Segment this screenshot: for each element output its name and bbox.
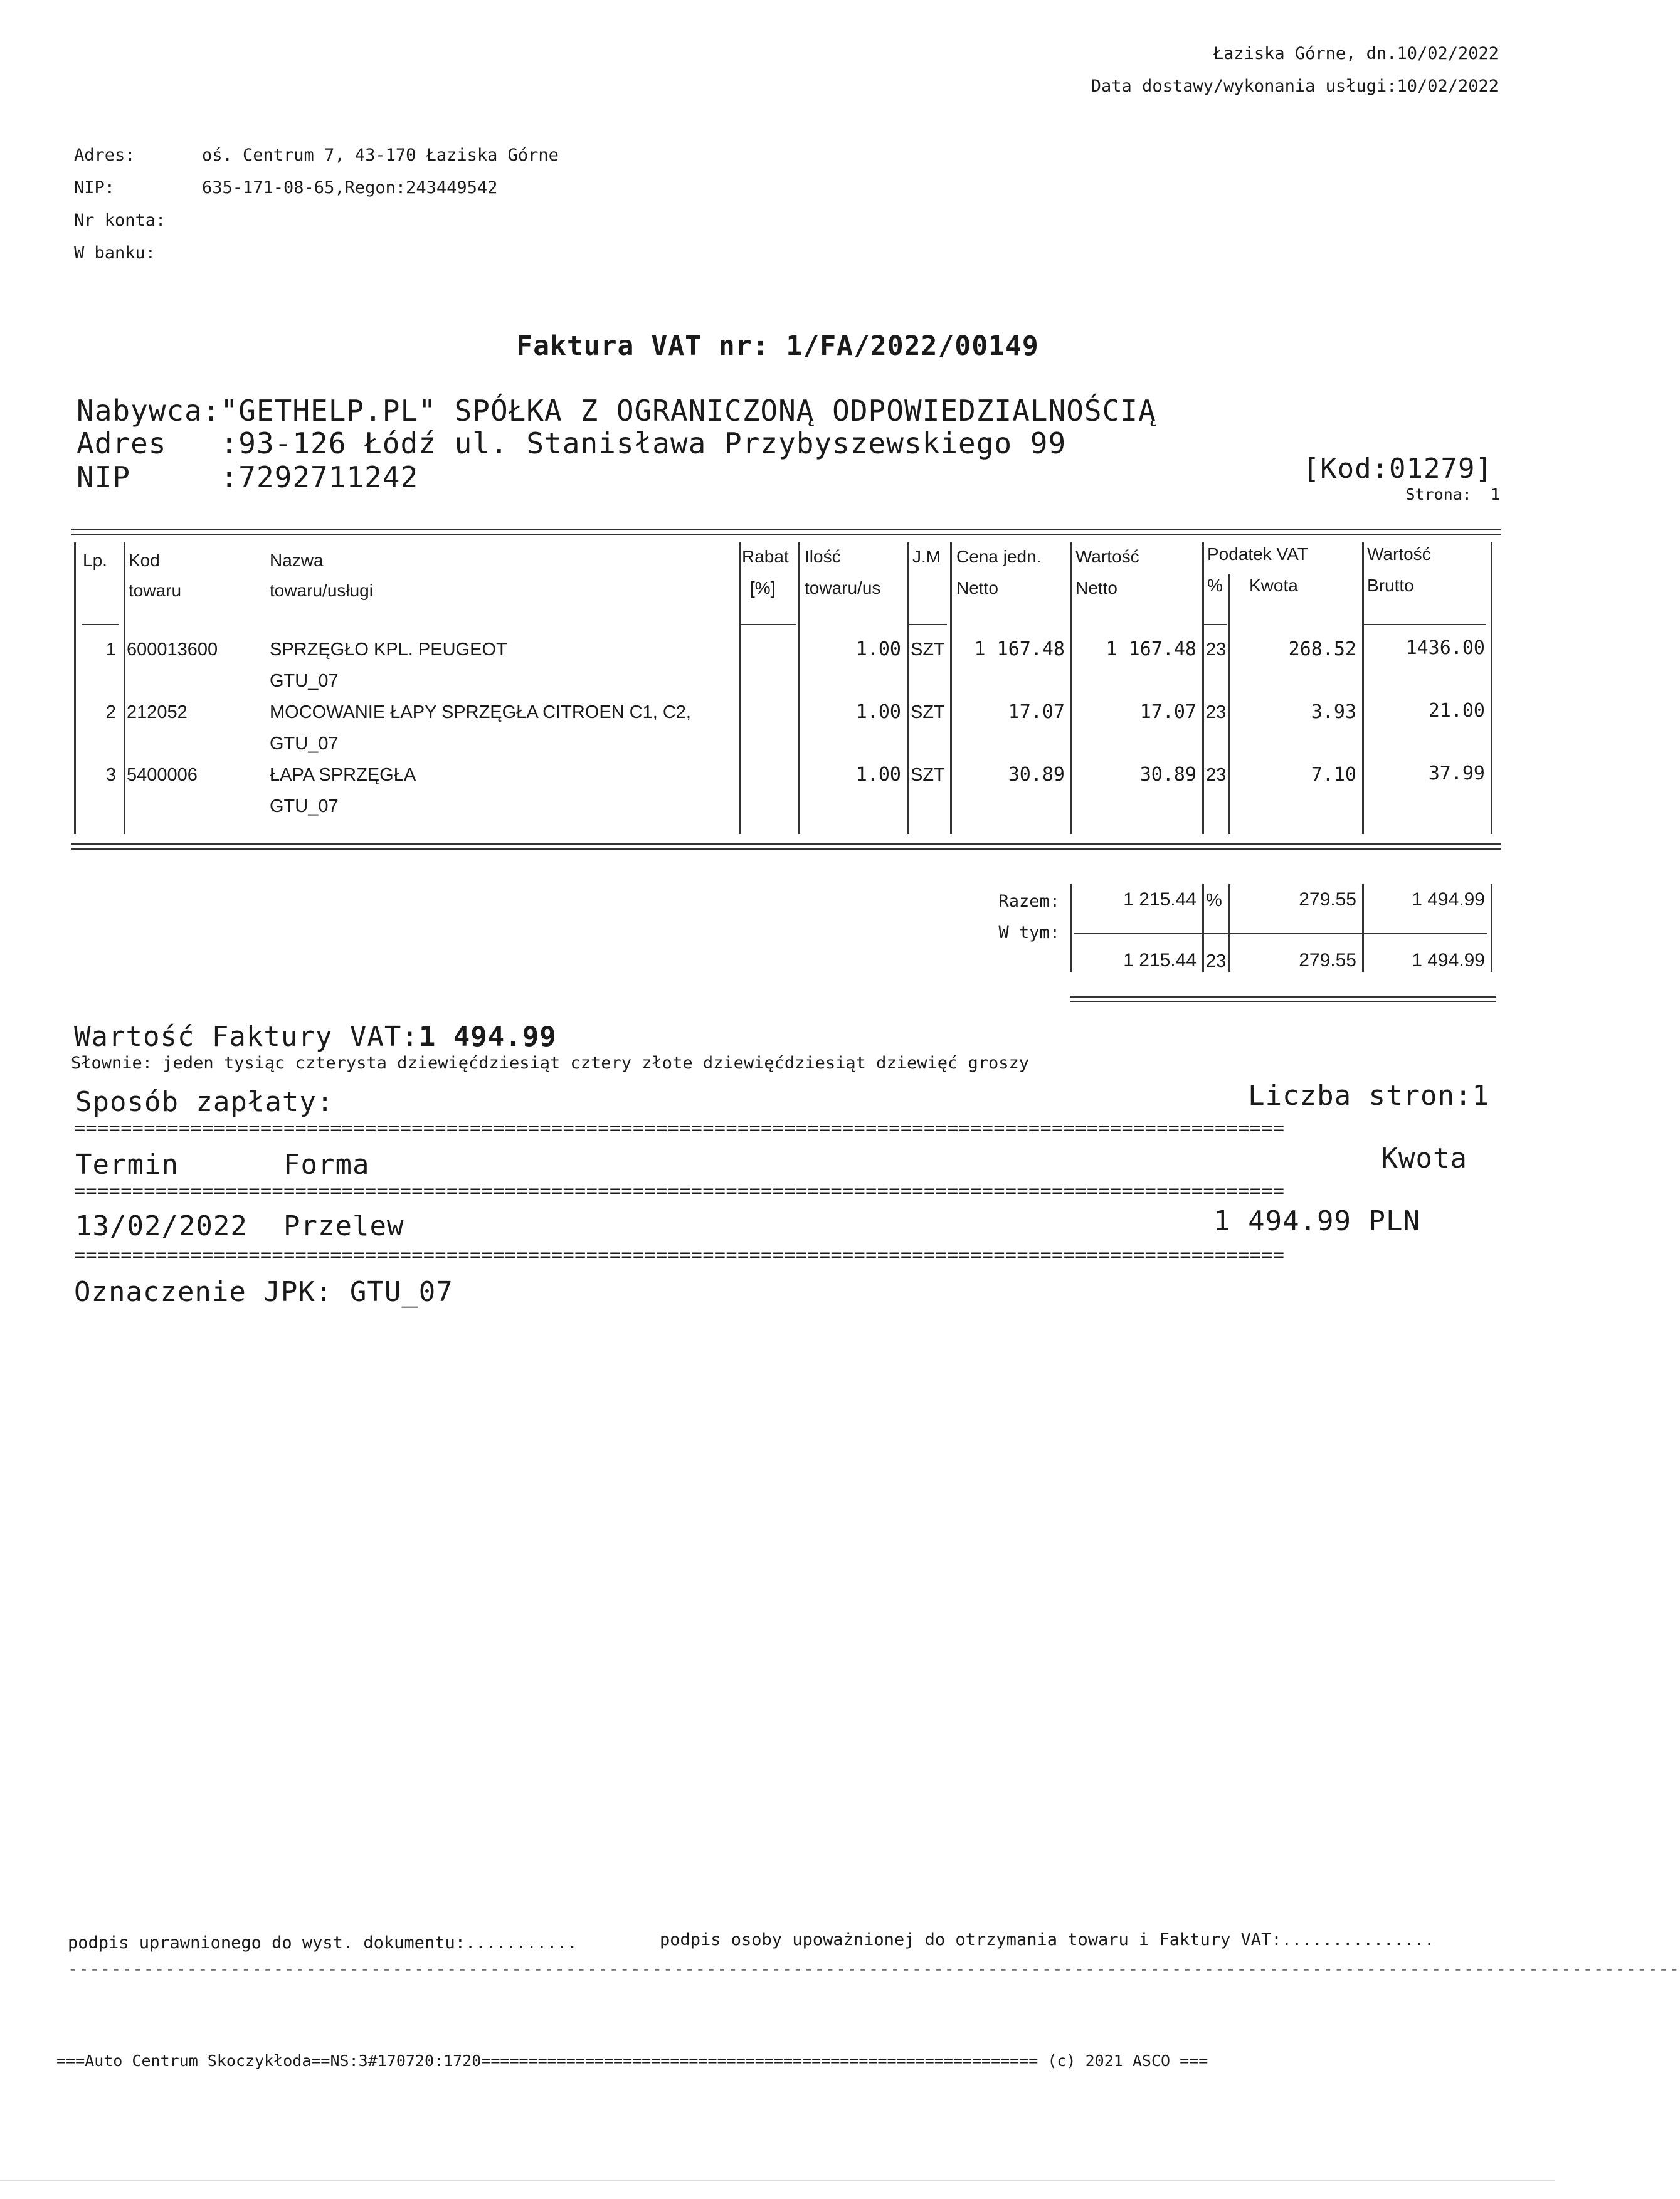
row-3-vat: 23 <box>1206 765 1227 785</box>
row-1-wartosc: 1 167.48 <box>1106 638 1197 660</box>
hdr-podatek: Podatek VAT <box>1207 544 1308 564</box>
row-2-vat: 23 <box>1206 702 1227 722</box>
hdr-underline <box>740 624 796 625</box>
forma-label: Forma <box>283 1149 370 1181</box>
row-3-lp: 3 <box>105 765 116 785</box>
row-3-kwota: 7.10 <box>1311 764 1356 786</box>
table-bottom-rule-2 <box>71 848 1501 850</box>
hdr-nazwa: Nazwa <box>270 551 324 570</box>
sum-sep <box>1228 884 1230 972</box>
sum-mid-rule <box>1074 933 1487 934</box>
separator-2: ======================================================================================================== <box>74 1180 1285 1202</box>
scan-edge <box>0 2180 1555 2181</box>
summary-razem-label: Razem: <box>998 892 1060 911</box>
row-3-nazwa: ŁAPA SPRZĘGŁA <box>270 765 416 785</box>
row-2-nazwa: MOCOWANIE ŁAPY SPRZĘGŁA CITROEN C1, C2, <box>270 702 691 722</box>
sum-sep <box>1491 884 1492 972</box>
hdr-proc: % <box>1207 576 1223 595</box>
col-sep <box>950 542 952 834</box>
col-sep <box>74 542 76 834</box>
jpk-marking: Oznaczenie JPK: GTU_07 <box>74 1276 453 1308</box>
razem-netto: 1 215.44 <box>1123 889 1197 910</box>
hdr-wartosc-2: Netto <box>1075 578 1117 598</box>
hdr-underline <box>1364 624 1486 625</box>
table-bottom-rule <box>71 843 1501 845</box>
razem-brutto: 1 494.99 <box>1412 889 1485 910</box>
row-1-brutto: 1436.00 <box>1405 637 1485 659</box>
hdr-brutto-2: Brutto <box>1367 576 1414 595</box>
row-2-brutto: 21.00 <box>1428 700 1485 722</box>
invoice-title: Faktura VAT nr: 1/FA/2022/00149 <box>516 330 1039 362</box>
payment-date: 13/02/2022 <box>75 1210 248 1242</box>
row-3-brutto: 37.99 <box>1428 762 1485 784</box>
table-top-rule-2 <box>71 534 1501 535</box>
wtym-kwota: 279.55 <box>1299 950 1356 971</box>
hdr-brutto: Wartość <box>1367 544 1431 564</box>
row-1-ilosc: 1.00 <box>855 638 901 660</box>
col-sep <box>1202 542 1204 834</box>
row-2-ilosc: 1.00 <box>855 701 901 723</box>
row-3-cena: 30.89 <box>1008 764 1065 786</box>
col-sep <box>124 542 125 834</box>
seller-bank-label: W banku: <box>74 243 156 263</box>
payment-amount: 1 494.99 PLN <box>1213 1205 1420 1237</box>
hdr-cena: Cena jedn. <box>956 547 1042 566</box>
hdr-ilosc-2: towaru/us <box>805 578 881 598</box>
receiver-signature: podpis osoby upoważnionej do otrzymania towaru i Faktury VAT:............... <box>660 1930 1435 1949</box>
row-2-jm: SZT <box>911 702 945 722</box>
row-3-jm: SZT <box>911 765 945 785</box>
hdr-lp: Lp. <box>83 551 107 570</box>
col-sep <box>1070 542 1072 834</box>
razem-kwota: 279.55 <box>1299 889 1356 910</box>
row-3-kod: 5400006 <box>127 765 198 785</box>
hdr-nazwa-2: towaru/usługi <box>270 581 373 600</box>
row-3-wartosc: 30.89 <box>1139 764 1197 786</box>
invoice-value-label: Wartość Faktury VAT: <box>74 1021 419 1053</box>
amount-in-words: Słownie: jeden tysiąc czterysta dziewięćdziesiąt cztery złote dziewięćdziesiąt dziewięć groszy <box>71 1053 1030 1073</box>
hdr-underline <box>82 624 119 625</box>
buyer-code: [Kod:01279] <box>1302 453 1492 485</box>
buyer-nip: NIP :7292711242 <box>77 460 419 494</box>
hdr-rabat: Rabat <box>742 547 789 566</box>
hdr-underline <box>909 624 947 625</box>
place-date: Łaziska Górne, dn.10/02/2022 <box>1213 44 1499 63</box>
hdr-kod: Kod <box>129 551 160 570</box>
row-3-gtu: GTU_07 <box>270 796 339 816</box>
invoice-value <box>74 1021 557 1053</box>
payment-method-label: Sposób zapłaty: <box>75 1086 334 1118</box>
sum-sep <box>1070 884 1072 972</box>
col-sep <box>1228 574 1230 834</box>
invoice-value-amount: 1 494.99 <box>418 1021 557 1053</box>
footer-line: ===Auto Centrum Skoczykłoda==NS:3#170720:1720=========================================================== (c) 2021 ASCO === <box>56 2052 1208 2070</box>
kwota-label: Kwota <box>1381 1142 1467 1174</box>
col-sep <box>1491 542 1492 834</box>
sum-bottom-rule-2 <box>1070 1001 1496 1002</box>
row-1-lp: 1 <box>105 640 116 660</box>
delivery-date: Data dostawy/wykonania usługi:10/02/2022 <box>1091 76 1499 96</box>
buyer-address: Adres :93-126 Łódź ul. Stanisława Przybyszewskiego 99 <box>77 426 1067 460</box>
wtym-proc: 23 <box>1206 951 1227 971</box>
sum-bottom-rule <box>1070 996 1496 998</box>
separator-1: ======================================================================================================== <box>74 1117 1285 1139</box>
sum-sep <box>1202 884 1204 972</box>
hdr-rabat-2: [%] <box>750 578 776 598</box>
row-2-wartosc: 17.07 <box>1139 701 1197 723</box>
page-count: Liczba stron:1 <box>1248 1080 1489 1112</box>
hdr-underline <box>1204 624 1227 625</box>
termin-label: Termin <box>75 1149 179 1181</box>
sum-sep <box>1362 884 1364 972</box>
row-1-nazwa: SPRZĘGŁO KPL. PEUGEOT <box>270 640 507 660</box>
row-3-ilosc: 1.00 <box>855 764 901 786</box>
wtym-netto: 1 215.44 <box>1123 950 1197 971</box>
col-sep <box>1362 542 1364 834</box>
buyer-name: Nabywca:"GETHELP.PL" SPÓŁKA Z OGRANICZONĄ ODPOWIEDZIALNOŚCIĄ <box>77 394 1156 428</box>
hdr-wartosc: Wartość <box>1075 547 1139 566</box>
row-1-vat: 23 <box>1206 640 1227 660</box>
wtym-brutto: 1 494.99 <box>1412 950 1485 971</box>
row-2-kod: 212052 <box>127 702 188 722</box>
row-1-jm: SZT <box>911 640 945 660</box>
hdr-jm: J.M <box>912 547 941 566</box>
col-sep <box>907 542 909 834</box>
signature-dashes: ----------------------------------------------------------------------------------------------------------------------------------------------------- <box>68 1959 1680 1979</box>
seller-nip-label: NIP: <box>74 178 115 198</box>
hdr-cena-2: Netto <box>956 578 998 598</box>
row-1-kod: 600013600 <box>127 640 218 660</box>
hdr-kwota: Kwota <box>1249 576 1298 595</box>
separator-3: ======================================================================================================== <box>74 1244 1285 1266</box>
issuer-signature: podpis uprawnionego do wyst. dokumentu:........... <box>68 1933 578 1953</box>
seller-nip-value: 635-171-08-65,Regon:243449542 <box>202 178 498 198</box>
page-number: Strona: 1 <box>1405 485 1500 504</box>
row-2-kwota: 3.93 <box>1311 701 1356 723</box>
payment-form: Przelew <box>283 1210 404 1242</box>
col-sep <box>739 542 741 834</box>
summary-wtym-label: W tym: <box>998 923 1060 942</box>
col-sep <box>798 542 800 834</box>
row-2-gtu: GTU_07 <box>270 734 339 754</box>
row-2-lp: 2 <box>105 702 116 722</box>
row-1-gtu: GTU_07 <box>270 671 339 691</box>
razem-proc: % <box>1206 890 1222 910</box>
row-1-cena: 1 167.48 <box>974 638 1065 660</box>
hdr-kod-2: towaru <box>129 581 182 600</box>
seller-address-label: Adres: <box>74 145 135 165</box>
table-top-rule <box>71 529 1501 530</box>
row-1-kwota: 268.52 <box>1288 638 1356 660</box>
hdr-ilosc: Ilość <box>805 547 841 566</box>
seller-address-value: oś. Centrum 7, 43-170 Łaziska Górne <box>202 145 559 165</box>
seller-account-label: Nr konta: <box>74 211 166 230</box>
row-2-cena: 17.07 <box>1008 701 1065 723</box>
